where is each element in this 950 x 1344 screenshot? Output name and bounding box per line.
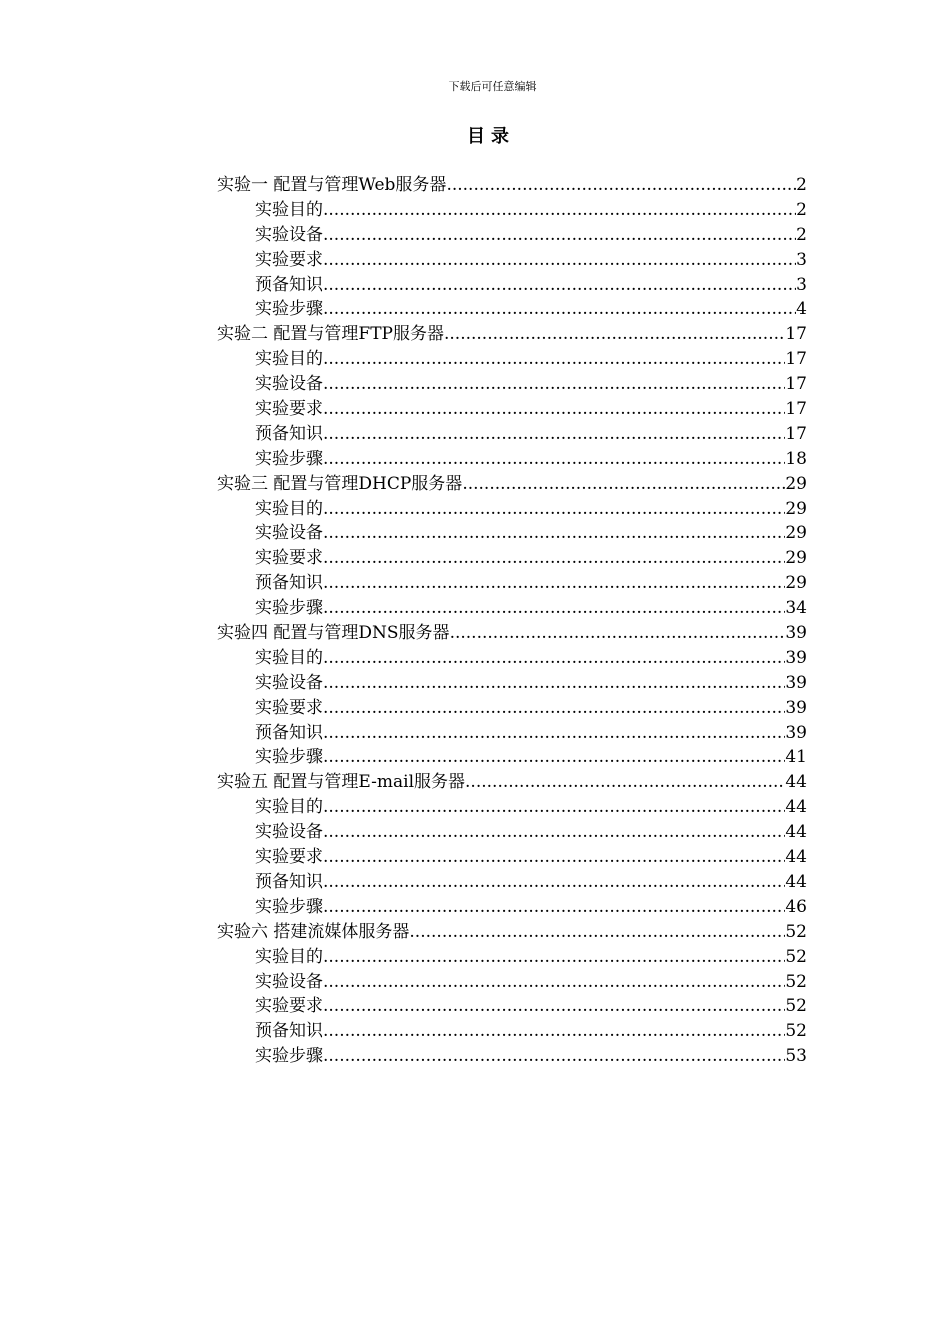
toc-entry-title: 实验三 配置与管理DHCP服务器: [217, 473, 463, 494]
toc-dot-leader: [323, 571, 785, 596]
toc-page-number: 53: [785, 1046, 807, 1067]
toc-page-number: 29: [785, 523, 807, 544]
toc-section-entry[interactable]: [217, 646, 807, 671]
toc-page-number: 39: [785, 722, 807, 743]
toc-dot-leader: [323, 895, 785, 920]
toc-dot-leader: [444, 322, 785, 347]
toc-page-number: 44: [785, 797, 807, 818]
toc-section-entry[interactable]: [217, 970, 807, 995]
toc-page-number: 4: [796, 299, 807, 320]
toc-section-entry[interactable]: [217, 870, 807, 895]
toc-entry-title: 实验目的: [255, 797, 323, 818]
toc-entry-title: 实验步骤: [255, 598, 323, 619]
toc-entry-title: 预备知识: [255, 274, 323, 295]
toc-section-entry[interactable]: [217, 422, 807, 447]
toc-entry-title: 实验步骤: [255, 448, 323, 469]
toc-title: 目录: [467, 126, 515, 147]
toc-section-entry[interactable]: [217, 497, 807, 522]
toc-dot-leader: [323, 994, 785, 1019]
toc-entry-title: 实验设备: [255, 523, 323, 544]
toc-entry-title: 实验设备: [255, 971, 323, 992]
toc-entry-title: 预备知识: [255, 1021, 323, 1042]
toc-dot-leader: [323, 596, 785, 621]
toc-section-entry[interactable]: [217, 521, 807, 546]
toc-page-number: 52: [785, 1021, 807, 1042]
toc-page-number: 39: [785, 672, 807, 693]
toc-section-entry[interactable]: [217, 1019, 807, 1044]
toc-entry-title: 实验要求: [255, 996, 323, 1017]
toc-entry-title: 实验六 搭建流媒体服务器: [217, 921, 410, 942]
toc-entry-title: 实验设备: [255, 672, 323, 693]
toc-entry-title: 实验设备: [255, 224, 323, 245]
toc-entry-title: 实验目的: [255, 946, 323, 967]
toc-page-number: 3: [796, 274, 807, 295]
toc-entry-title: 预备知识: [255, 423, 323, 444]
toc-section-entry[interactable]: [217, 297, 807, 322]
toc-dot-leader: [323, 745, 785, 770]
toc-dot-leader: [323, 646, 785, 671]
toc-page-number: 29: [785, 548, 807, 569]
toc-entry-title: 实验五 配置与管理E-mail服务器: [217, 772, 466, 793]
toc-page-number: 17: [785, 399, 807, 420]
toc-section-entry[interactable]: [217, 198, 807, 223]
toc-dot-leader: [323, 820, 785, 845]
toc-entry-title: 实验步骤: [255, 1046, 323, 1067]
toc-entry-title: 实验要求: [255, 249, 323, 270]
toc-dot-leader: [323, 447, 785, 472]
toc-page-number: 2: [796, 224, 807, 245]
toc-dot-leader: [323, 546, 785, 571]
toc-page-number: 29: [785, 498, 807, 519]
toc-section-entry[interactable]: [217, 596, 807, 621]
toc-chapter-entry[interactable]: [217, 322, 807, 347]
toc-section-entry[interactable]: [217, 546, 807, 571]
toc-entry-title: 预备知识: [255, 871, 323, 892]
toc-section-entry[interactable]: [217, 820, 807, 845]
toc-page-number: 39: [785, 697, 807, 718]
toc-page-number: 3: [796, 249, 807, 270]
toc-entry-title: 实验要求: [255, 847, 323, 868]
toc-entry-title: 预备知识: [255, 722, 323, 743]
toc-entry-title: 实验步骤: [255, 747, 323, 768]
toc-dot-leader: [323, 671, 785, 696]
toc-page-number: 52: [785, 996, 807, 1017]
toc-dot-leader: [450, 621, 786, 646]
toc-page-number: 39: [785, 623, 807, 644]
toc-dot-leader: [323, 845, 785, 870]
toc-entry-title: 实验目的: [255, 349, 323, 370]
toc-section-entry[interactable]: [217, 273, 807, 298]
toc-section-entry[interactable]: [217, 721, 807, 746]
toc-section-entry[interactable]: [217, 895, 807, 920]
toc-page-number: 41: [785, 747, 807, 768]
toc-entry-title: 实验目的: [255, 647, 323, 668]
toc-entry-title: 预备知识: [255, 573, 323, 594]
toc-dot-leader: [323, 870, 785, 895]
toc-entry-title: 实验要求: [255, 548, 323, 569]
toc-section-entry[interactable]: [217, 372, 807, 397]
toc-dot-leader: [462, 472, 785, 497]
toc-page-number: 29: [785, 573, 807, 594]
toc-page-number: 34: [785, 598, 807, 619]
toc-section-entry[interactable]: [217, 994, 807, 1019]
toc-section-entry[interactable]: [217, 795, 807, 820]
toc-section-entry[interactable]: [217, 223, 807, 248]
toc-entry-title: 实验设备: [255, 822, 323, 843]
toc-dot-leader: [323, 497, 785, 522]
toc-section-entry[interactable]: [217, 671, 807, 696]
toc-section-entry[interactable]: [217, 397, 807, 422]
toc-dot-leader: [323, 696, 785, 721]
toc-dot-leader: [323, 795, 785, 820]
toc-dot-leader: [323, 347, 785, 372]
toc-section-entry[interactable]: [217, 745, 807, 770]
toc-page-number: 2: [796, 175, 807, 195]
toc-page-number: 44: [785, 847, 807, 868]
toc-dot-leader: [323, 372, 785, 397]
toc-dot-leader: [323, 1044, 785, 1069]
toc-entry-title: 实验一 配置与管理Web服务器: [217, 175, 447, 195]
toc-page-number: 44: [785, 772, 807, 793]
toc-page-number: 39: [785, 647, 807, 668]
toc-entry-title: 实验四 配置与管理DNS服务器: [217, 623, 450, 644]
toc-dot-leader: [323, 297, 796, 322]
toc-entry-title: 实验二 配置与管理FTP服务器: [217, 324, 444, 345]
toc-page-number: 17: [785, 374, 807, 395]
toc-dot-leader: [409, 920, 785, 945]
toc-section-entry[interactable]: [217, 945, 807, 970]
table-of-contents: [217, 173, 807, 1069]
toc-section-entry[interactable]: [217, 845, 807, 870]
toc-entry-title: 实验要求: [255, 399, 323, 420]
toc-dot-leader: [323, 945, 785, 970]
toc-dot-leader: [323, 397, 785, 422]
toc-section-entry[interactable]: [217, 347, 807, 372]
toc-dot-leader: [323, 1019, 785, 1044]
toc-page-number: 17: [785, 324, 807, 345]
toc-dot-leader: [323, 422, 785, 447]
toc-entry-title: 实验设备: [255, 374, 323, 395]
toc-page-number: 17: [785, 423, 807, 444]
toc-section-entry[interactable]: [217, 447, 807, 472]
toc-entry-title: 实验目的: [255, 199, 323, 220]
toc-page-number: 17: [785, 349, 807, 370]
toc-entry-title: 实验步骤: [255, 299, 323, 320]
toc-section-entry[interactable]: [217, 248, 807, 273]
toc-dot-leader: [323, 521, 785, 546]
toc-chapter-entry[interactable]: [217, 621, 807, 646]
page-header: 下载后可任意编辑: [448, 80, 537, 93]
toc-dot-leader: [323, 721, 785, 746]
toc-page-number: 18: [785, 448, 807, 469]
toc-section-entry[interactable]: [217, 571, 807, 596]
toc-page-number: 2: [796, 199, 807, 220]
toc-dot-leader: [323, 273, 796, 298]
toc-page-number: 44: [785, 822, 807, 843]
toc-page-number: 52: [785, 921, 807, 942]
toc-dot-leader: [323, 198, 796, 223]
toc-dot-leader: [446, 173, 796, 198]
toc-page-number: 52: [785, 946, 807, 967]
toc-entry-title: 实验目的: [255, 498, 323, 519]
toc-dot-leader: [323, 970, 785, 995]
toc-page-number: 44: [785, 871, 807, 892]
toc-page-number: 52: [785, 971, 807, 992]
toc-chapter-entry[interactable]: [217, 770, 807, 795]
toc-dot-leader: [465, 770, 785, 795]
toc-dot-leader: [323, 223, 796, 248]
toc-page-number: 29: [785, 473, 807, 494]
toc-chapter-entry[interactable]: [217, 920, 807, 945]
toc-page-number: 46: [785, 896, 807, 917]
toc-section-entry[interactable]: [217, 1044, 807, 1069]
toc-dot-leader: [323, 248, 796, 273]
toc-chapter-entry[interactable]: [217, 173, 807, 198]
toc-section-entry[interactable]: [217, 696, 807, 721]
toc-entry-title: 实验步骤: [255, 896, 323, 917]
toc-chapter-entry[interactable]: [217, 472, 807, 497]
toc-entry-title: 实验要求: [255, 697, 323, 718]
